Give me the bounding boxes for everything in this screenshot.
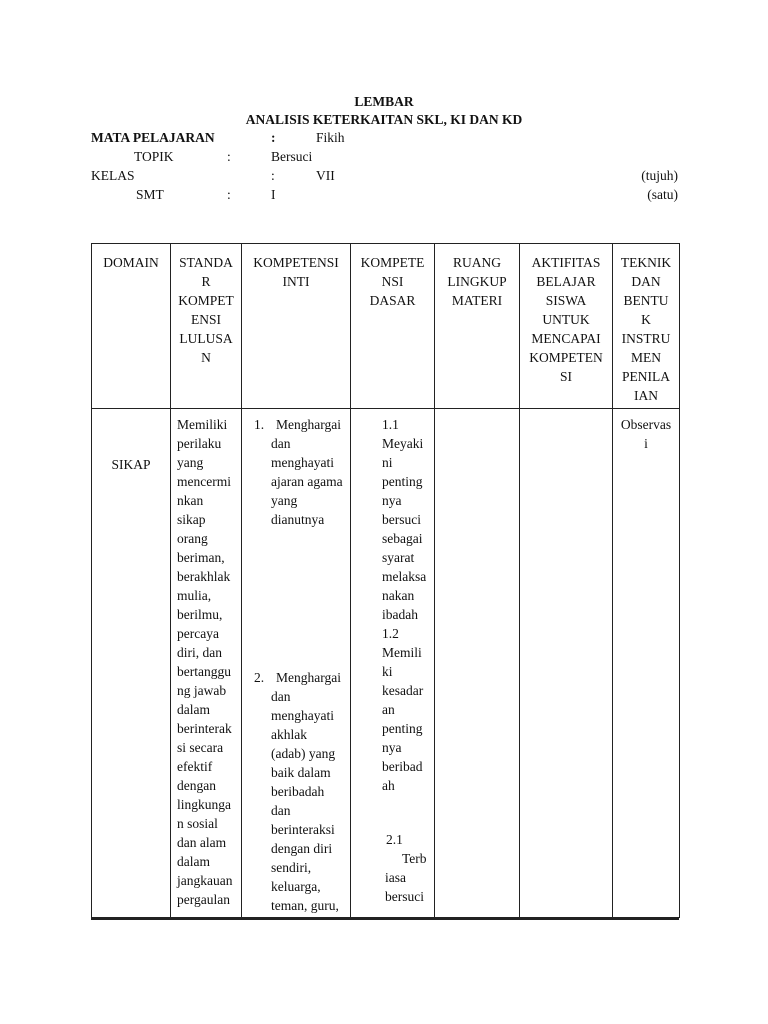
mata-pelajaran-label: MATA PELAJARAN [91, 130, 215, 145]
analysis-table [91, 243, 680, 918]
header-kd-text: KOMPETE NSI DASAR [360, 255, 425, 308]
document-subtitle: ANALISIS KETERKAITAN SKL, KI DAN KD [245, 112, 523, 127]
header-kd [351, 244, 435, 409]
smt-label: SMT [136, 187, 164, 202]
kd-2-first-line: Terb [402, 851, 427, 866]
header-domain-text: DOMAIN [103, 255, 159, 270]
ki-1-number: 1. [254, 417, 265, 432]
mata-pelajaran-value: Fikih [316, 130, 345, 145]
document-title: LEMBAR [354, 94, 414, 109]
ki-1-first-line: Menghargai [276, 417, 341, 432]
header-aktifitas-text: AKTIFITAS BELAJAR SISWA UNTUK MENCAPAI KOMPETEN SI [529, 255, 603, 384]
header-teknik [613, 244, 680, 409]
header-ki-text: KOMPETENSI INTI [253, 255, 339, 289]
teknik-text: Observas i [620, 417, 672, 451]
topik-colon: : [227, 149, 231, 164]
kd-1-text: 1.1 Meyaki ni penting nya bersuci sebagai syarat melaksa nakan ibadah 1.2 Memili ki kesadar an penting nya beribad ah [382, 417, 427, 793]
ki-2-text: dan menghayati akhlak (adab) yang baik dalam beribadah dan berinteraksi dengan diri sendiri, keluarga, teman, guru, [271, 689, 339, 913]
header-ruang-lingkup [435, 244, 520, 409]
topik-label: TOPIK [134, 149, 174, 164]
kd-2-text: iasa bersuci [385, 870, 424, 904]
header-aktifitas [520, 244, 613, 409]
header-skl [171, 244, 242, 409]
kelas-label: KELAS [91, 168, 135, 183]
domain-text: SIKAP [111, 457, 151, 472]
ki-2-first-line: Menghargai [276, 670, 341, 685]
ki-1-text: dan menghayati ajaran agama yang dianutnya [271, 436, 343, 527]
header-skl-text: STANDA R KOMPET ENSI LULUSA N [178, 255, 234, 365]
kd-2-number: 2.1 [386, 832, 403, 847]
header-domain [92, 244, 171, 409]
cell-domain [92, 409, 171, 918]
cell-skl [171, 409, 242, 918]
ki-2-number: 2. [254, 670, 265, 685]
cell-aktifitas [520, 409, 613, 918]
kelas-colon: : [271, 168, 275, 183]
table-bottom-rule [91, 918, 679, 920]
kelas-value: VII [316, 168, 335, 183]
mata-pelajaran-colon: : [271, 130, 276, 145]
cell-teknik [613, 409, 680, 918]
header-teknik-text: TEKNIK DAN BENTU K INSTRU MEN PENILA IAN [620, 255, 672, 403]
cell-kd [351, 409, 435, 918]
kelas-note: (tujuh) [641, 168, 678, 183]
smt-colon: : [227, 187, 231, 202]
cell-ki [242, 409, 351, 918]
smt-value: I [271, 187, 276, 202]
smt-note: (satu) [647, 187, 678, 202]
table-header-row [92, 244, 680, 409]
header-ruang-lingkup-text: RUANG LINGKUP MATERI [447, 255, 507, 308]
table-row [92, 409, 680, 918]
header-ki [242, 244, 351, 409]
skl-text: Memiliki perilaku yang mencermi nkan sikap orang beriman, berakhlak mulia, berilmu, percaya diri, dan bertanggu ng jawab dalam berinterak si secara efektif dengan lingkunga n sosial dan alam dalam jangkauan pergaulan [177, 417, 233, 907]
topik-value: Bersuci [271, 149, 313, 164]
cell-ruang-lingkup [435, 409, 520, 918]
